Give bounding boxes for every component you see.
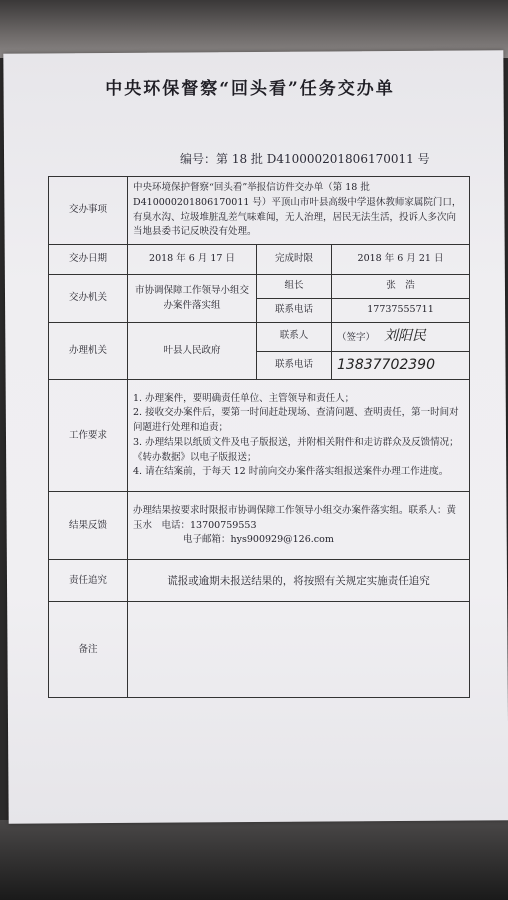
row-assign-date [49,245,470,275]
assign-matter-label: 交办事项 [49,177,128,245]
background-bottom [0,820,508,900]
assign-org-label: 交办机关 [49,275,128,323]
assign-date-label: 交办日期 [49,245,128,275]
contact-cell [332,323,470,352]
accountability-text: 谎报或逾期未报送结果的，将按照有关规定实施责任追究 [128,560,470,602]
handle-phone-cell [332,351,470,380]
leader-value: 张 浩 [332,275,470,299]
assign-org-value: 市协调保障工作领导小组交办案件落实组 [128,275,257,323]
contact-signature: 刘阳民 [384,328,427,344]
assignment-form [48,176,470,698]
feedback-line: 办理结果按要求时限报市协调保障工作领导小组交办案件落实组。联系人：黄玉水 电话：13700759553 [133,504,457,531]
feedback-text [128,492,470,560]
row-accountability [49,560,470,602]
requirement-item: 1. 办理案件，要明确责任单位、主管领导和责任人； [133,392,355,404]
requirement-item: 4. 请在结案前，于每天 12 时前向交办案件落实组报送案件办理工作进度。 [133,466,449,478]
requirements-label: 工作要求 [49,380,128,492]
row-requirements [49,380,470,492]
assign-phone-label: 联系电话 [257,299,332,323]
background-top [0,0,508,58]
feedback-email: 电子邮箱：hys900929@126.com [183,534,334,546]
handle-phone-label: 联系电话 [257,351,332,380]
remarks-text [128,602,470,698]
deadline-value: 2018 年 6 月 21 日 [332,245,470,275]
row-remarks [49,602,470,698]
handle-org-value: 叶县人民政府 [128,323,257,380]
accountability-label: 责任追究 [49,560,128,602]
row-assign-matter [49,177,470,245]
contact-label: 联系人 [257,323,332,352]
assign-date-value: 2018 年 6 月 17 日 [128,245,257,275]
deadline-label: 完成时限 [257,245,332,275]
assign-matter-text: 中央环境保护督察“回头看”举报信访件交办单（第 18 批 D410000201806170011 号）平顶山市叶县高级中学退休教师家属院门口，有臭水沟、垃圾堆脏乱差气味难闻，无人治理，居民无法生活，投诉人多次向当地县委书记反映没有处理。 [128,177,470,245]
row-handle-org-1 [49,323,470,352]
document-title: 中央环保督察“回头看”任务交办单 [105,79,395,99]
requirement-item: 2. 接收交办案件后，要第一时间赶赴现场、查清问题、查明责任，第一时间对问题进行处理和追责； [133,407,459,434]
document-serial: 编号：第 18 批 D410000201806170011 号 [180,152,430,166]
handle-phone-value: 13837702390 [337,356,435,373]
handle-org-label: 办理机关 [49,323,128,380]
row-assign-org-1 [49,275,470,299]
contact-sign-note: （签字） [337,332,376,343]
assign-phone-value: 17737555711 [332,299,470,323]
feedback-label: 结果反馈 [49,492,128,560]
row-feedback [49,492,470,560]
requirement-item: 3. 办理结果以纸质文件及电子版报送，并附相关附件和走访群众及反馈情况；《转办数据》以电子版报送； [133,436,459,463]
remarks-label: 备注 [49,602,128,698]
requirements-text [128,380,470,492]
leader-label: 组长 [257,275,332,299]
